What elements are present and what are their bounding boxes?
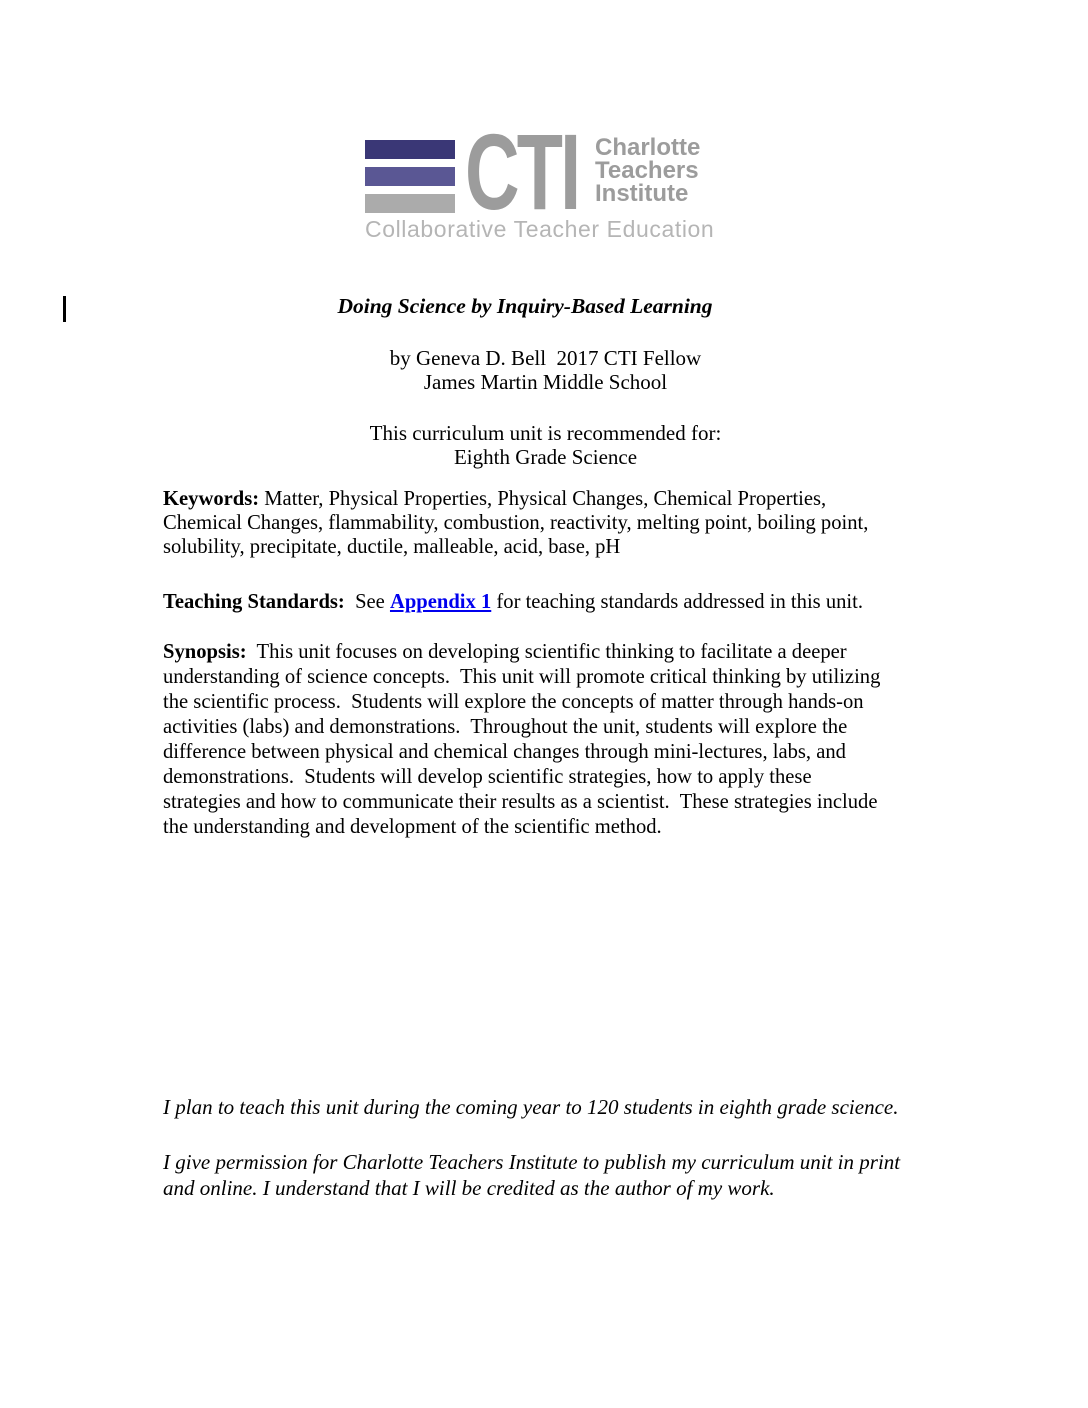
synopsis-line: strategies and how to communicate their results as a scientist. These strategies include — [163, 791, 878, 813]
synopsis-line: difference between physical and chemical changes through mini-lectures, labs, and — [163, 741, 846, 763]
cti-org-name — [595, 136, 700, 205]
teaching-standards-label: Teaching Standards: — [163, 591, 345, 613]
keywords-paragraph — [163, 487, 928, 559]
cti-logo — [365, 111, 725, 247]
synopsis-label: Synopsis: — [163, 641, 247, 663]
appendix-1-link[interactable]: Appendix 1 — [389, 591, 492, 613]
keywords-line — [163, 487, 928, 511]
logo-bar-top — [365, 140, 455, 159]
org-name-line: Institute — [595, 180, 689, 207]
teaching-standards-post: for teaching standards addressed in this unit. — [491, 591, 864, 613]
synopsis-line: the scientific process. Students will explore the concepts of matter through hands-on — [163, 691, 864, 713]
synopsis-line: demonstrations. Students will develop scientific strategies, how to apply these — [163, 766, 812, 788]
keywords-line: Chemical Changes, flammability, combustion, reactivity, melting point, boiling point, — [163, 512, 869, 534]
synopsis-text: This unit focuses on developing scientific thinking to facilitate a deeper — [246, 641, 847, 663]
recommended-for — [163, 421, 928, 469]
logo-bar-bottom — [365, 194, 455, 213]
logo-bar-middle — [365, 167, 455, 186]
teaching-standards-pre: See — [344, 591, 390, 613]
byline-school: James Martin Middle School — [423, 370, 668, 394]
logo-tagline: Collaborative Teacher Education — [365, 216, 715, 242]
org-name-line: Charlotte — [595, 134, 701, 161]
org-name-line: Teachers — [595, 157, 699, 184]
synopsis-line: activities (labs) and demonstrations. Throughout the unit, students will explore the — [163, 716, 848, 738]
margin-change-bar — [63, 296, 66, 322]
synopsis-paragraph — [163, 640, 928, 840]
page-title: Doing Science by Inquiry-Based Learning — [337, 294, 713, 318]
byline-author: by Geneva D. Bell 2017 CTI Fellow — [389, 346, 702, 370]
recommended-intro: This curriculum unit is recommended for: — [369, 421, 722, 445]
cti-monogram: CTI — [465, 111, 579, 232]
keywords-line: solubility, precipitate, ductile, malleable, acid, base, pH — [163, 536, 621, 558]
teaching-standards-line — [163, 590, 928, 614]
synopsis-line — [163, 640, 928, 665]
permission-line: and online. I understand that I will be credited as the author of my work. — [163, 1176, 775, 1200]
teaching-plan-statement: I plan to teach this unit during the coming year to 120 students in eighth grade science. — [163, 1095, 899, 1119]
keywords-label: Keywords: — [163, 488, 260, 510]
synopsis-line: the understanding and development of the scientific method. — [163, 816, 662, 838]
permission-statement — [163, 1149, 928, 1201]
permission-line: I give permission for Charlotte Teachers Institute to publish my curriculum unit in print — [163, 1150, 901, 1174]
byline — [163, 346, 928, 394]
teaching-standards-paragraph — [163, 590, 928, 614]
recommended-grade: Eighth Grade Science — [453, 445, 638, 469]
synopsis-line: understanding of science concepts. This unit will promote critical thinking by utilizing — [163, 666, 881, 688]
keywords-text: Matter, Physical Properties, Physical Changes, Chemical Properties, — [259, 488, 827, 510]
